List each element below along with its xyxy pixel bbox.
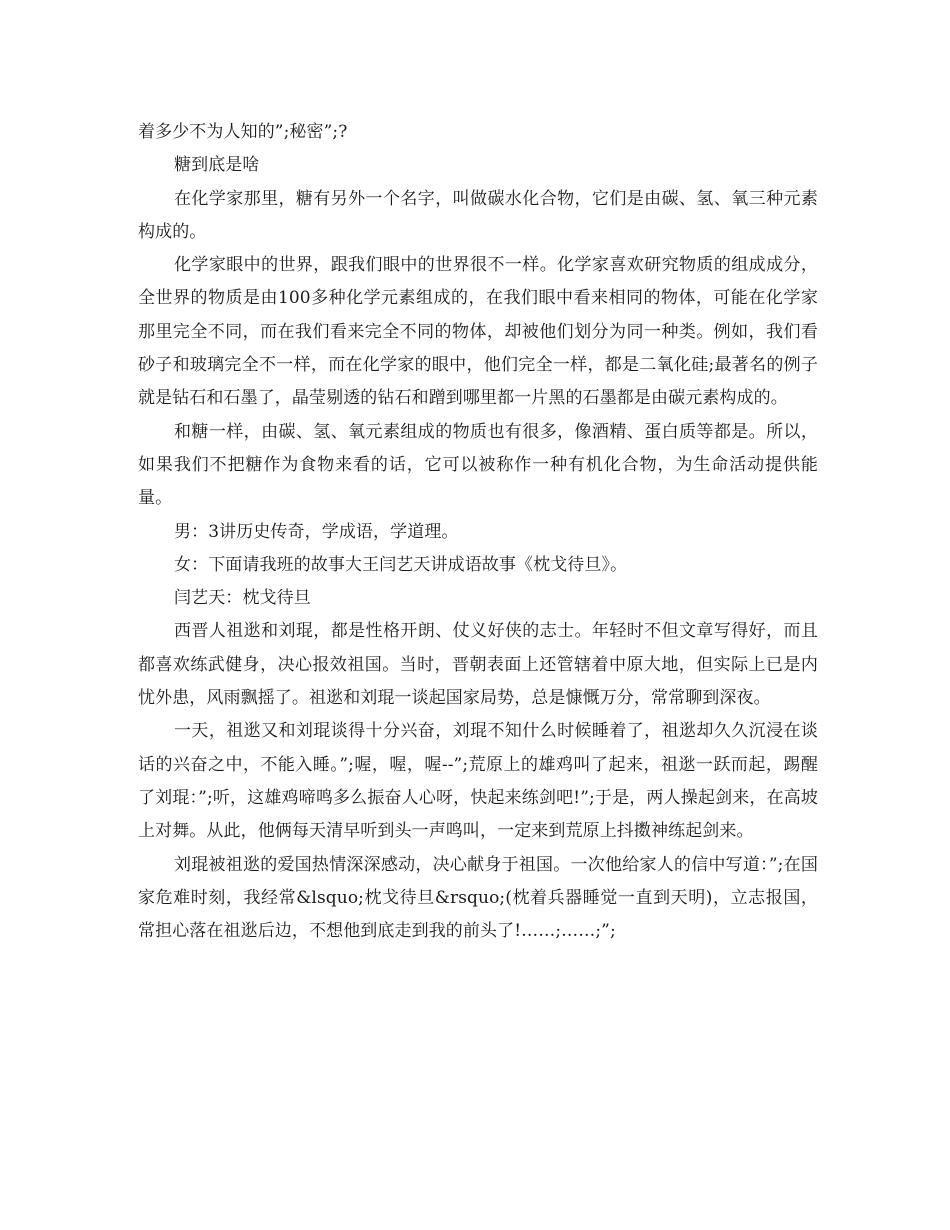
paragraph-4: 化学家眼中的世界，跟我们眼中的世界很不一样。化学家喜欢研究物质的组成成分，全世界的物质是由100多种化学元素组成的，在我们眼中看来相同的物体，可能在化学家那里完全不同，而在我们看来完全不同的物体，却被他们划分为同一种类。例如，我们看砂子和玻璃完全不一样，而在化学家的眼中，他们完全一样，都是二氧化硅;最著名的例子就是钻石和石墨了，晶莹剔透的钻石和蹭到哪里都一片黑的石墨都是由碳元素构成的。 xyxy=(138,255,818,409)
paragraph-5: 和糖一样，由碳、氢、氧元素组成的物质也有很多，像酒精、蛋白质等都是。所以，如果我们不把糖作为食物来看的话，它可以被称作一种有机化合物，为生命活动提供能量。 xyxy=(138,421,818,509)
paragraph-6: 男：3讲历史传奇，学成语，学道理。 xyxy=(174,521,459,542)
paragraph-7: 女：下面请我班的故事大王闫艺天讲成语故事《枕戈待旦》。 xyxy=(174,554,628,575)
heading-story-title: 闫艺天：枕戈待旦 xyxy=(174,588,311,609)
paragraph-1: 着多少不为人知的”;秘密”;? xyxy=(138,122,348,142)
paragraph-3: 在化学家那里，糖有另外一个名字，叫做碳水化合物，它们是由碳、氢、氧三种元素构成的。 xyxy=(138,188,818,242)
paragraph-9: 西晋人祖逖和刘琨，都是性格开朗、仗义好侠的志士。年轻时不但文章写得好，而且都喜欢练武健身，决心报效祖国。当时，晋朝表面上还管辖着中原大地，但实际上已是内忧外患，风雨飘摇了。祖逖和刘琨一谈起国家局势，总是慷慨万分，常常聊到深夜。 xyxy=(138,621,818,709)
paragraph-10: 一天，祖逖又和刘琨谈得十分兴奋，刘琨不知什么时候睡着了，祖逖却久久沉浸在谈话的兴奋之中，不能入睡。”;喔，喔，喔--”;荒原上的雄鸡叫了起来，祖逖一跃而起，踢醒了刘琨：”;听，这雄鸡啼鸣多么振奋人心呀，快起来练剑吧!”;于是，两人操起剑来，在高坡上对舞。从此，他俩每天清早听到头一声鸣叫，一定来到荒原上抖擞神练起剑来。 xyxy=(138,721,818,842)
heading-what-is-sugar: 糖到底是啥 xyxy=(174,155,260,176)
paragraph-11: 刘琨被祖逖的爱国热情深深感动，决心献身于祖国。一次他给家人的信中写道：”;在国家危难时刻，我经常&lsquo;枕戈待旦&rsquo;(枕着兵器睡觉一直到天明)，立志报国，常担心落在祖逖后边，不想他到底走到我的前头了!……;……;”; xyxy=(138,854,818,942)
document-body xyxy=(138,116,818,948)
